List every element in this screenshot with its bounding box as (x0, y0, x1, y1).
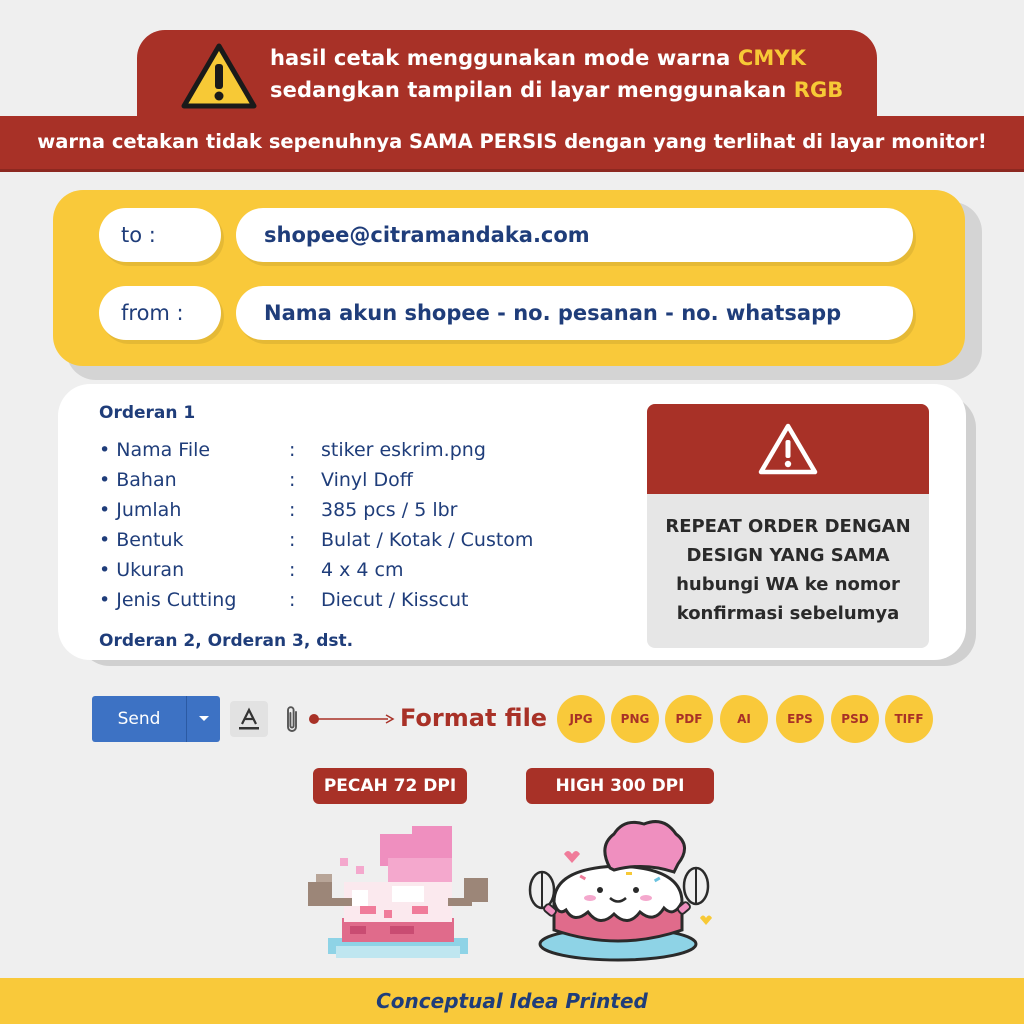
high-dpi-tag: HIGH 300 DPI (526, 768, 714, 804)
pixelated-cake-icon (300, 818, 496, 968)
order-row-jumlah: • Jumlah : 385 pcs / 5 lbr (99, 499, 458, 521)
cake-illustration-icon (514, 812, 722, 972)
format-badge-eps: EPS (776, 695, 824, 743)
footer-text: Conceptual Idea Printed (376, 989, 648, 1013)
text-format-button[interactable] (230, 701, 268, 737)
warning-line-cmyk: hasil cetak menggunakan mode warna CMYK (270, 46, 807, 70)
chevron-down-icon (198, 715, 210, 723)
order-row-bahan: • Bahan : Vinyl Doff (99, 469, 413, 491)
format-badge-pdf: PDF (665, 695, 713, 743)
to-field[interactable] (236, 208, 913, 262)
format-badge-ai: AI (720, 695, 768, 743)
arrow-connector-icon (308, 711, 396, 727)
from-value: Nama akun shopee - no. pesanan - no. whatsapp (264, 301, 842, 325)
to-label: to : (121, 223, 156, 247)
order-more: Orderan 2, Orderan 3, dst. (99, 631, 354, 651)
format-badge-psd: PSD (831, 695, 879, 743)
warning-emphasis: SAMA PERSIS (409, 130, 558, 153)
low-dpi-tag: PECAH 72 DPI (313, 768, 467, 804)
text-format-icon (237, 707, 261, 731)
order-row-bentuk: • Bentuk : Bulat / Kotak / Custom (99, 529, 534, 551)
send-options-button[interactable] (187, 696, 220, 742)
cmyk-highlight: CMYK (737, 46, 807, 70)
footer (0, 978, 1024, 1024)
to-label-pill (99, 208, 221, 262)
order-row-nama-file: • Nama File : stiker eskrim.png (99, 439, 486, 461)
order-row-jenis-cutting: • Jenis Cutting : Diecut / Kisscut (99, 589, 469, 611)
repeat-line-4: konfirmasi sebelumya (676, 603, 900, 624)
rgb-highlight: RGB (793, 78, 844, 102)
send-label: Send (117, 709, 161, 729)
repeat-line-2: DESIGN YANG SAMA (686, 545, 890, 566)
send-button[interactable] (92, 696, 220, 742)
format-badge-png: PNG (611, 695, 659, 743)
repeat-order-notice (647, 404, 929, 648)
format-file-label: Format file (400, 704, 548, 732)
format-badge-jpg: JPG (557, 695, 605, 743)
to-address: shopee@citramandaka.com (264, 223, 590, 247)
order-title: Orderan 1 (99, 403, 196, 423)
format-badge-tiff: TIFF (885, 695, 933, 743)
repeat-line-1: REPEAT ORDER DENGAN (665, 516, 911, 537)
warning-triangle-outline-icon (756, 421, 820, 477)
warning-line-rgb: sedangkan tampilan di layar menggunakan RGB (270, 78, 844, 102)
repeat-line-3: hubungi WA ke nomor (676, 574, 900, 595)
warning-triangle-icon (180, 42, 258, 110)
repeat-notice-text (647, 512, 929, 628)
from-label: from : (121, 301, 184, 325)
order-row-ukuran: • Ukuran : 4 x 4 cm (99, 559, 404, 581)
from-label-pill (99, 286, 221, 340)
warning-bar-text: warna cetakan tidak sepenuhnya SAMA PERSIS dengan yang terlihat di layar monitor! (37, 130, 987, 153)
from-field[interactable] (236, 286, 913, 340)
paperclip-icon[interactable] (282, 704, 302, 736)
repeat-notice-header (647, 404, 929, 494)
